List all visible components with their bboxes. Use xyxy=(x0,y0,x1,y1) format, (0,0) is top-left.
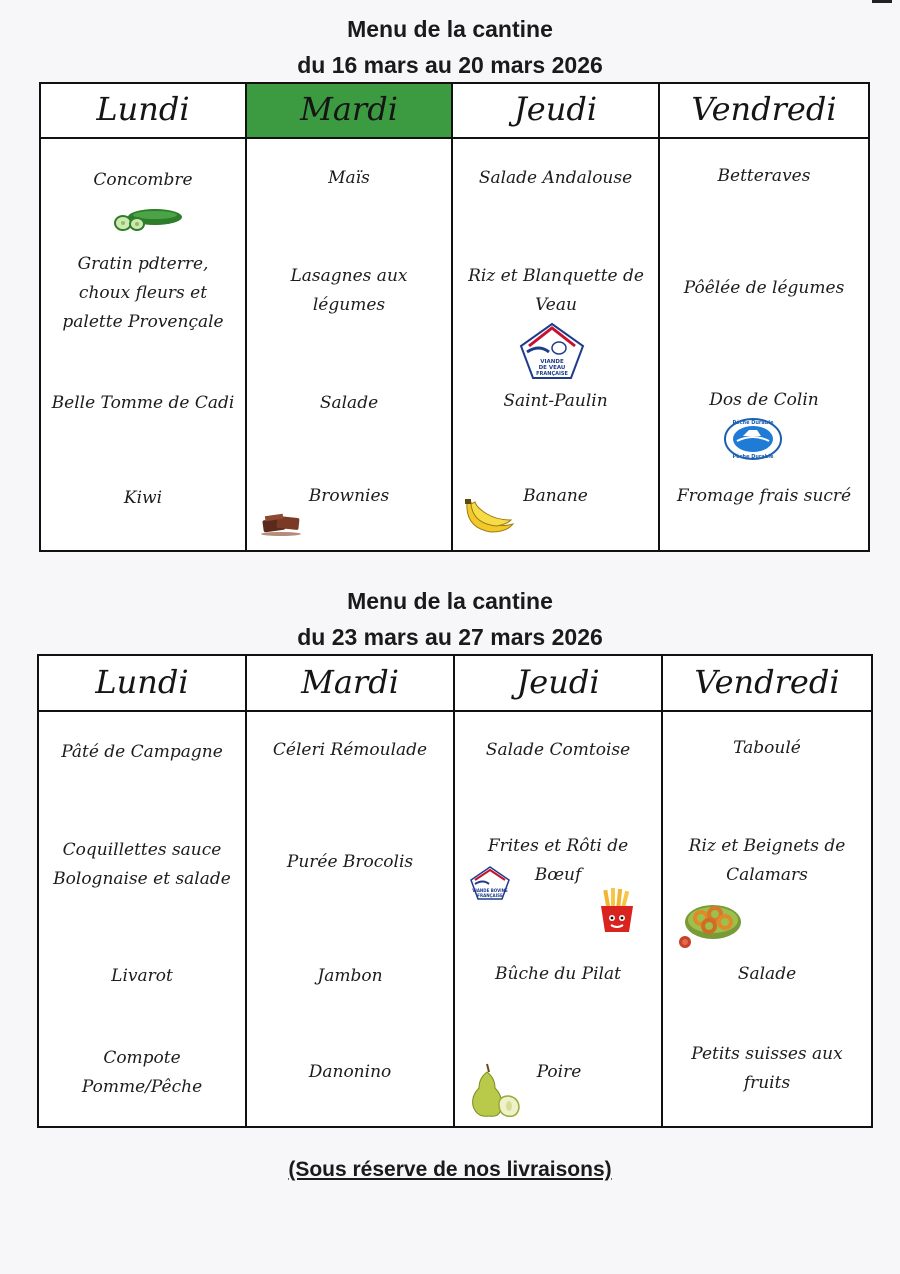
week2-lundi-entree: Pâté de Campagne xyxy=(61,742,223,762)
week2-title: Menu de la cantine xyxy=(347,588,553,614)
french-veal-logo-icon xyxy=(519,322,585,380)
week1-jeudi-dessert: Banane xyxy=(523,486,588,506)
week2-day-vendredi: Vendredi xyxy=(694,663,840,701)
column-divider xyxy=(245,84,247,550)
week1-jeudi-fromage: Saint-Paulin xyxy=(503,391,608,411)
svg-text:Pêche Durable: Pêche Durable xyxy=(732,420,774,426)
french-beef-logo-icon xyxy=(469,866,511,900)
sustainable-fishing-logo-icon xyxy=(723,416,783,462)
week1-day-vendredi: Vendredi xyxy=(691,90,837,128)
week2-lundi-dessert: Compote Pomme/Pêche xyxy=(81,1048,203,1097)
week2-day-jeudi: Jeudi xyxy=(516,663,600,701)
calamari-plate-icon xyxy=(677,900,743,952)
week1-vendredi-entree: Betteraves xyxy=(717,166,811,186)
week2-date-range: du 23 mars au 27 mars 2026 xyxy=(297,624,603,650)
column-divider xyxy=(658,84,660,550)
week2-jeudi-dessert: Poire xyxy=(536,1062,582,1082)
week1-lundi-plat: Gratin pdterre, choux fleurs et palette Provençale xyxy=(62,254,224,332)
week1-jeudi-plat: Riz et Blanquette de Veau xyxy=(468,266,644,315)
week1-date-range: du 16 mars au 20 mars 2026 xyxy=(297,52,603,78)
week2-jeudi-plat: Frites et Rôti de Bœuf xyxy=(487,836,629,885)
column-divider xyxy=(661,656,663,1126)
week1-mardi-fromage: Salade xyxy=(319,393,379,413)
week1-day-mardi: Mardi xyxy=(247,84,451,137)
week1-vendredi-plat: Pôêlée de légumes xyxy=(683,278,845,298)
banana-icon xyxy=(461,498,517,538)
svg-text:VIANDE: VIANDE xyxy=(540,359,564,365)
week1-jeudi-entree: Salade Andalouse xyxy=(478,168,633,188)
week1-vendredi-fromage: Dos de Colin xyxy=(709,390,819,410)
week2-vendredi-plat: Riz et Beignets de Calamars xyxy=(688,836,846,885)
week2-day-mardi: Mardi xyxy=(301,663,399,701)
week2-mardi-entree: Céleri Rémoulade xyxy=(272,740,428,760)
week1-vendredi-dessert: Fromage frais sucré xyxy=(676,486,852,506)
week1-lundi-fromage: Belle Tomme de Cadi xyxy=(51,393,235,413)
svg-text:FRANÇAISE: FRANÇAISE xyxy=(477,893,503,898)
pear-icon xyxy=(465,1060,523,1120)
week2-mardi-dessert: Danonino xyxy=(308,1062,392,1082)
column-divider xyxy=(451,84,453,550)
column-divider xyxy=(453,656,455,1126)
cucumber-icon xyxy=(113,205,183,233)
week1-day-lundi: Lundi xyxy=(96,90,190,128)
week2-jeudi-entree: Salade Comtoise xyxy=(485,740,631,760)
svg-text:VIANDE BOVINE: VIANDE BOVINE xyxy=(472,888,508,893)
week1-mardi-plat: Lasagnes aux légumes xyxy=(290,266,408,315)
delivery-disclaimer: (Sous réserve de nos livraisons) xyxy=(288,1158,612,1181)
week1-day-jeudi: Jeudi xyxy=(513,90,598,128)
week2-lundi-plat: Coquillettes sauce Bolognaise et salade xyxy=(53,840,231,889)
brownie-icon xyxy=(257,509,305,537)
week1-lundi-dessert: Kiwi xyxy=(123,488,163,508)
svg-text:DE VEAU: DE VEAU xyxy=(538,365,566,371)
week1-title: Menu de la cantine xyxy=(347,16,553,42)
week2-jeudi-fromage: Bûche du Pilat xyxy=(495,964,621,984)
week2-vendredi-fromage: Salade xyxy=(737,964,797,984)
week2-mardi-fromage: Jambon xyxy=(317,966,383,986)
week2-vendredi-dessert: Petits suisses aux fruits xyxy=(691,1044,843,1093)
week2-menu-table xyxy=(37,654,873,1128)
week1-mardi-entree: Maïs xyxy=(328,168,370,188)
week1-mardi-dessert: Brownies xyxy=(308,486,390,506)
svg-text:Pêche Durable: Pêche Durable xyxy=(732,454,774,460)
week2-mardi-plat: Purée Brocolis xyxy=(286,852,414,872)
week2-day-lundi: Lundi xyxy=(95,663,189,701)
fries-icon xyxy=(597,888,637,934)
week2-lundi-fromage: Livarot xyxy=(111,966,173,986)
scan-corner-mark xyxy=(872,0,892,3)
week1-lundi-entree: Concombre xyxy=(93,170,193,190)
column-divider xyxy=(245,656,247,1126)
week1-menu-table xyxy=(39,82,870,552)
svg-text:FRANÇAISE: FRANÇAISE xyxy=(536,371,568,377)
week2-vendredi-entree: Taboulé xyxy=(733,738,801,758)
